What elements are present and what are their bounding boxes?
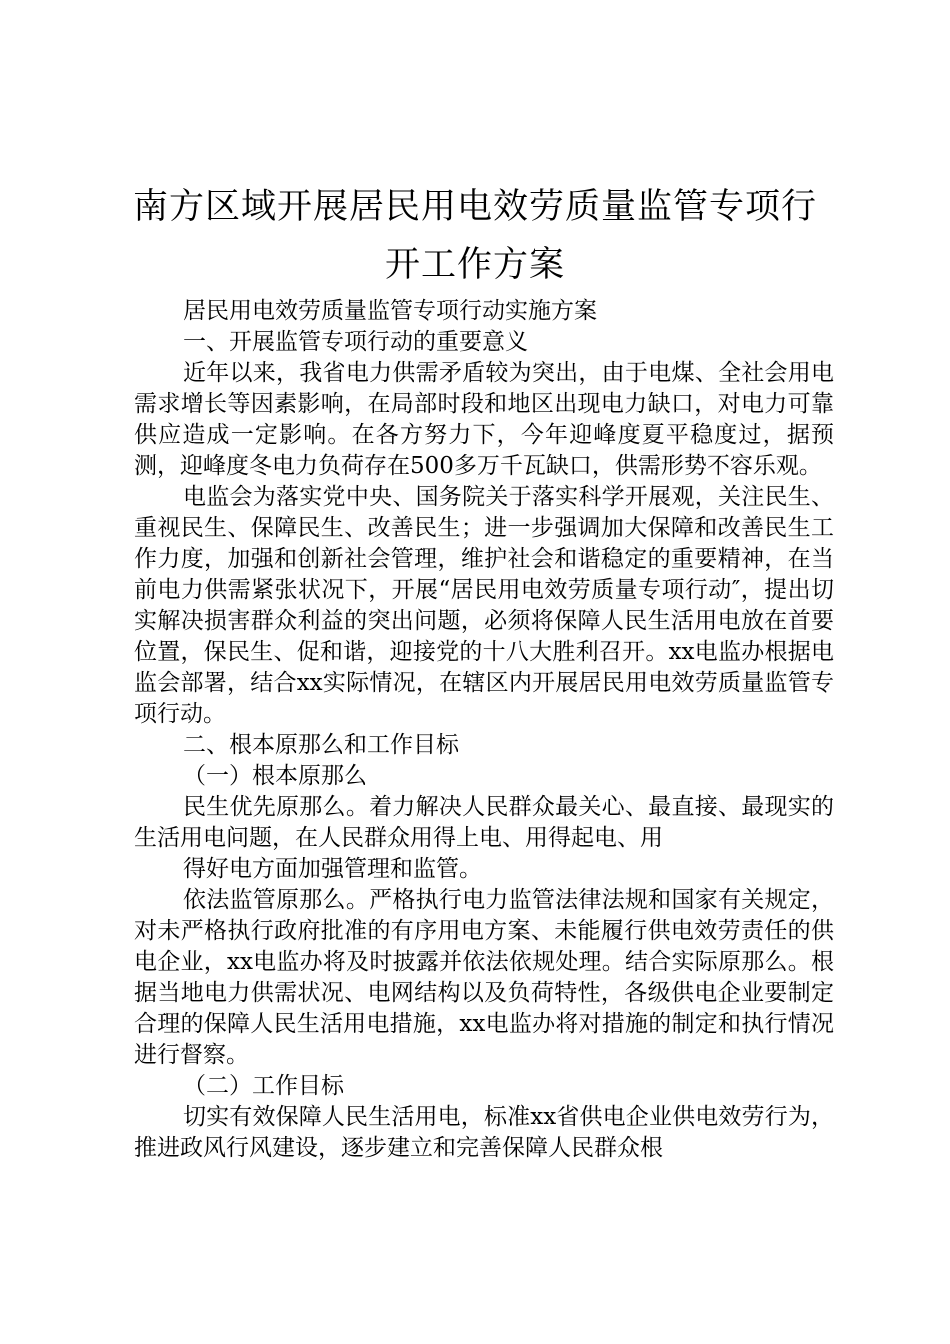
plan-subtitle: 居民用电效劳质量监管专项行动实施方案 xyxy=(183,298,597,324)
document-body xyxy=(134,296,834,1164)
body-paragraph: 得好电方面加强管理和监管。 xyxy=(183,856,482,882)
section-heading-2: 二、根本原那么和工作目标 xyxy=(183,732,459,758)
body-paragraph: 民生优先原那么。着力解决人民群众最关心、最直接、最现实的生活用电问题，在人民群众用得上电、用得起电、用 xyxy=(134,794,834,851)
section-heading-1: 一、开展监管专项行动的重要意义 xyxy=(183,329,528,355)
body-paragraph: 切实有效保障人民生活用电，标准xx省供电企业供电效劳行为，推进政风行风建设，逐步建立和完善保障人民群众根 xyxy=(134,1104,834,1161)
subsection-heading-1: （一）根本原那么 xyxy=(183,763,367,789)
body-paragraph: 电监会为落实党中央、国务院关于落实科学开展观，关注民生、重视民生、保障民生、改善民生；进一步强调加大保障和改善民生工作力度，加强和创新社会管理，维护社会和谐稳定的重要精神，在当前电力供需紧张状况下，开展“居民用电效劳质量专项行动″，提出切实解决损害群众利益的突出问题，必须将保障人民生活用电放在首要位置，保民生、促和谐，迎接党的十八大胜利召开。xx电监办根据电监会部署，结合xx实际情况，在辖区内开展居民用电效劳质量监管专项行动。 xyxy=(134,484,834,727)
body-paragraph: 依法监管原那么。严格执行电力监管法律法规和国家有关规定，对未严格执行政府批准的有序用电方案、未能履行供电效劳责任的供电企业，xx电监办将及时披露并依法依规处理。结合实际原那么。根据当地电力供需状况、电网结构以及负荷特性，各级供电企业要制定合理的保障人民生活用电措施，xx电监办将对措施的制定和执行情况进行督察。 xyxy=(134,887,834,1068)
subsection-heading-2: （二）工作目标 xyxy=(183,1073,344,1099)
body-paragraph: 近年以来，我省电力供需矛盾较为突出，由于电煤、全社会用电需求增长等因素影响，在局部时段和地区出现电力缺口，对电力可靠供应造成一定影响。在各方努力下，今年迎峰度夏平稳度过，据预测，迎峰度冬电力负荷存在500多万千瓦缺口，供需形势不容乐观。 xyxy=(134,360,834,479)
document-title-line-2: 开工作方案 xyxy=(384,245,565,285)
document-title-line-1: 南方区域开展居民用电效劳质量监管专项行 xyxy=(132,187,817,227)
